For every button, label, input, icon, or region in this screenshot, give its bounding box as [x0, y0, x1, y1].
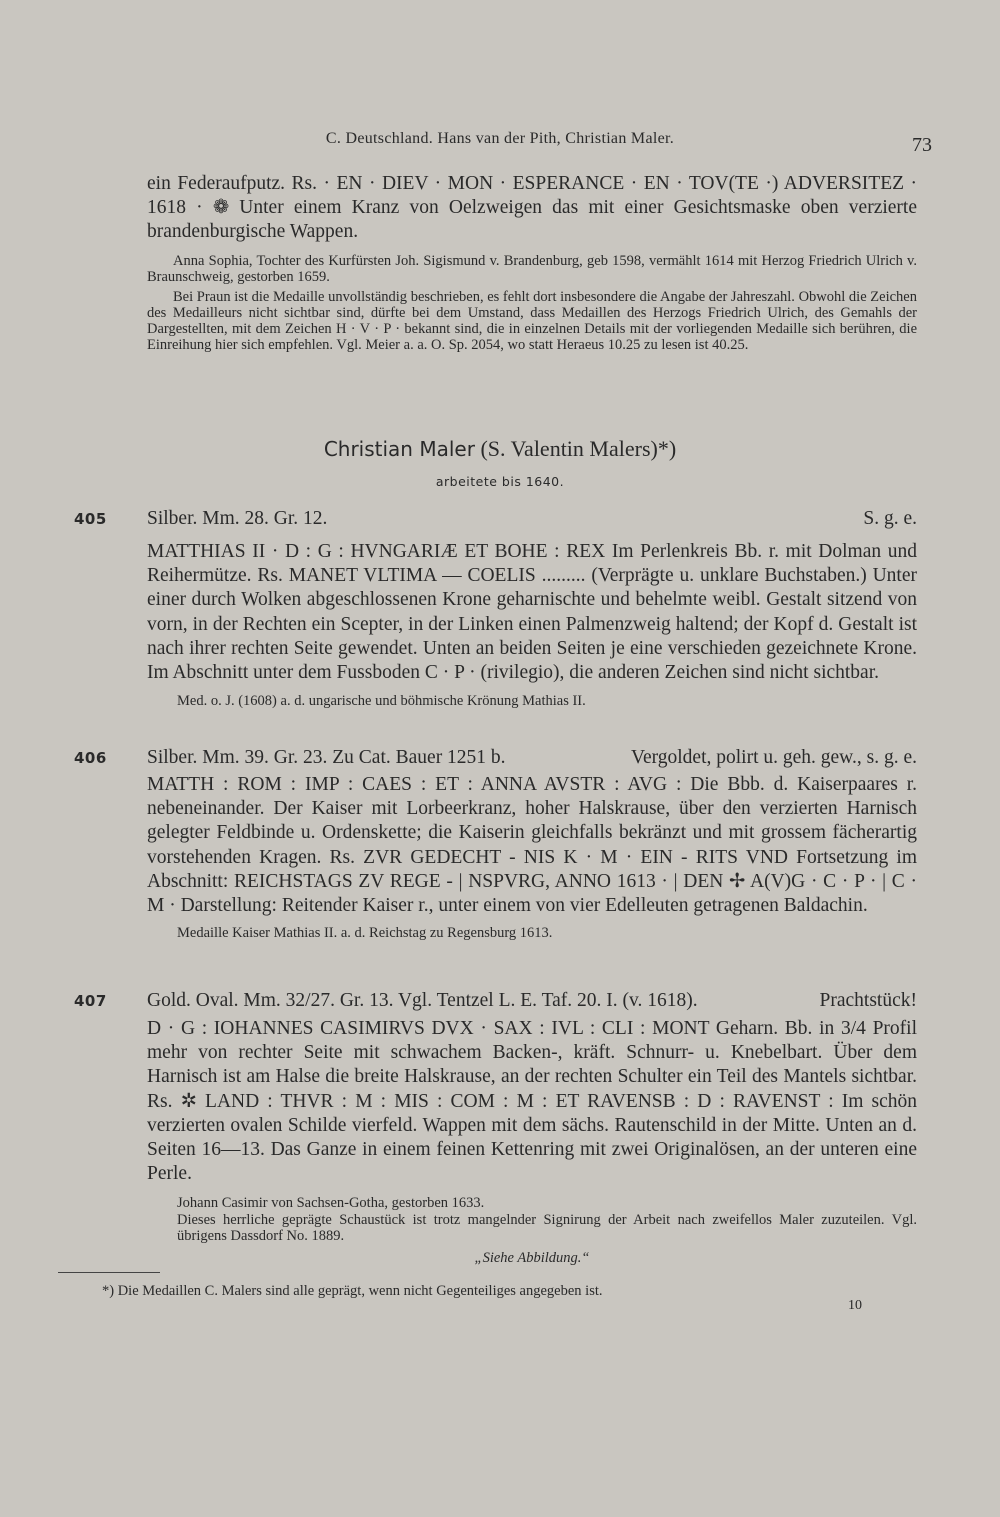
- page-number: 73: [912, 134, 932, 156]
- entry-description: MATTH : ROM : IMP : CAES : ET : ANNA AVSTR : AVG : Die Bbb. d. Kaiserpaares r. nebeneinander. Der Kaiser mit Lorbeerkranz, hoher Halskrause, über den verzierten Harnisch gelegter Feldbinde u. Ordenskette; die Kaiserin gleichfalls bekränzt und mit grossem fächerartig vorstehenden Kragen. Rs. ZVR GEDECHT - NIS K · M · EIN - RITS VND Fortsetzung im Abschnitt: REICHSTAGS ZV REGE - | NSPVRG, ANNO 1613 · | DEN ✢ A(V)G · C · P · | C · M · Darstellung: Reitender Kaiser r., unter einem von vier Edelleuten getragenen Baldachin.: [147, 774, 917, 917]
- entry-condition: Vergoldet, polirt u. geh. gew., s. g. e.: [631, 747, 917, 768]
- entry-number: 406: [74, 749, 107, 767]
- entry-condition: Prachtstück!: [819, 990, 917, 1011]
- entry-description: MATTHIAS II · D : G : HVNGARIÆ ET BOHE : REX Im Perlenkreis Bb. r. mit Dolman und Reihermütze. Rs. MANET VLTIMA — COELIS ......... (Verprägte u. unklare Buchstaben.) Unter einer durch Wolken abgeschlossenen Krone geharnischte und behelmte weibl. Gestalt sitzend von vorn, in der Rechten ein Scepter, in der Linken einen Palmenzweig haltend; der Kopf d. Gestalt ist nach ihrer rechten Seite gewendet. Unten an beiden Seiten je eine verschieden gezeichnete Krone. Im Abschnitt unter dem Fussboden C · P · (rivilegio), die anderen Zeichen sind nicht sichtbar.: [147, 541, 917, 684]
- running-title: C. Deutschland. Hans van der Pith, Christian Maler.: [325, 130, 675, 147]
- section-title: [0, 436, 1000, 462]
- intro-block: [147, 172, 917, 353]
- entry-material-line: Silber. Mm. 39. Gr. 23. Zu Cat. Bauer 1251 b.: [147, 747, 506, 768]
- entry-406: [147, 746, 917, 941]
- entry-first-line: [147, 746, 917, 770]
- entry-note: Johann Casimir von Sachsen-Gotha, gestorben 1633.: [177, 1195, 485, 1212]
- intro-text: ein Federaufputz. Rs. · EN · DIEV · MON · ESPERANCE · EN · TOV(TE ·) ADVERSITEZ · 1618 · ❁ Unter einem Kranz von Oelzweigen das mit einer Gesichtsmaske oben verzierte brandenburgische Wappen.: [147, 173, 917, 243]
- section-title-name: Christian Maler: [323, 437, 475, 461]
- intro-note-2: Bei Praun ist die Medaille unvollständig beschrieben, es fehlt dort insbesondere die Angabe der Jahreszahl. Obwohl die Zeichen des Medailleurs nicht sichtbar sind, dürfte bei dem Umstand, dass Medaillen des Herzogs Friedrich Ulrich, des Gemahls der Dargestellten, mit dem Zeichen H · V · P · bekannt sind, die in einzelnen Details mit der vorliegenden Medaille sich berühren, die Einreihung hier sich empfehlen. Vgl. Meier a. a. O. Sp. 2054, wo statt Heraeus 10.25 zu lesen ist 40.25.: [147, 288, 917, 353]
- signature-mark: 10: [848, 1298, 862, 1313]
- entry-illustration-ref: „Siehe Abbildung.“: [474, 1250, 590, 1267]
- entry-material-line: Silber. Mm. 28. Gr. 12.: [147, 508, 328, 529]
- page-header: [0, 130, 1000, 156]
- intro-note-1: Anna Sophia, Tochter des Kurfürsten Joh. Sigismund v. Brandenburg, geb 1598, vermählt 1614 mit Herzog Friedrich Ulrich v. Braunschweig, gestorben 1659.: [147, 252, 917, 285]
- entry-note-2: Dieses herrliche geprägte Schaustück ist trotz mangelnder Signirung der Arbeit nach zweifellos Maler zuzuteilen. Vgl. übrigens Dassdorf No. 1889.: [177, 1212, 917, 1245]
- section-title-rest: (S. Valentin Malers)*): [480, 436, 677, 461]
- entry-407: [147, 989, 917, 1266]
- entry-first-line: [147, 989, 917, 1013]
- footnote-rule: [58, 1272, 160, 1273]
- footnote: *) Die Medaillen C. Malers sind alle geprägt, wenn nicht Gegenteiliges angegeben ist.: [102, 1283, 603, 1299]
- entry-number: 407: [74, 992, 107, 1010]
- entry-number: 405: [74, 510, 107, 528]
- entry-description: D · G : IOHANNES CASIMIRVS DVX · SAX : IVL : CLI : MONT Geharn. Bb. in 3/4 Profil mehr von rechter Seite mit schwachem Backen-, kräft. Schnurr- u. Knebelbart. Über dem Harnisch ist am Halse die breite Halskrause, an der rechten Schulter ein Teil des Mantels sichtbar. Rs. ✲ LAND : THVR : M : MIS : COM : M : ET RAVENSB : D : RAVENST : Im schön verzierten ovalen Schilde vierfeld. Wappen mit dem sächs. Rautenschild in der Mitte. Unten an d. Seiten 16—13. Das Ganze in einem feinen Kettenring mit zwei Originalösen, an der unteren eine Perle.: [147, 1018, 917, 1185]
- section-subtitle: arbeitete bis 1640.: [435, 474, 565, 489]
- entry-note: Medaille Kaiser Mathias II. a. d. Reichstag zu Regensburg 1613.: [177, 925, 553, 942]
- entry-note: Med. o. J. (1608) a. d. ungarische und böhmische Krönung Mathias II.: [177, 693, 586, 710]
- entry-405: [147, 507, 917, 709]
- entry-first-line: [147, 507, 917, 531]
- entry-material-line: Gold. Oval. Mm. 32/27. Gr. 13. Vgl. Tentzel L. E. Taf. 20. I. (v. 1618).: [147, 990, 698, 1011]
- entry-condition: S. g. e.: [863, 508, 917, 529]
